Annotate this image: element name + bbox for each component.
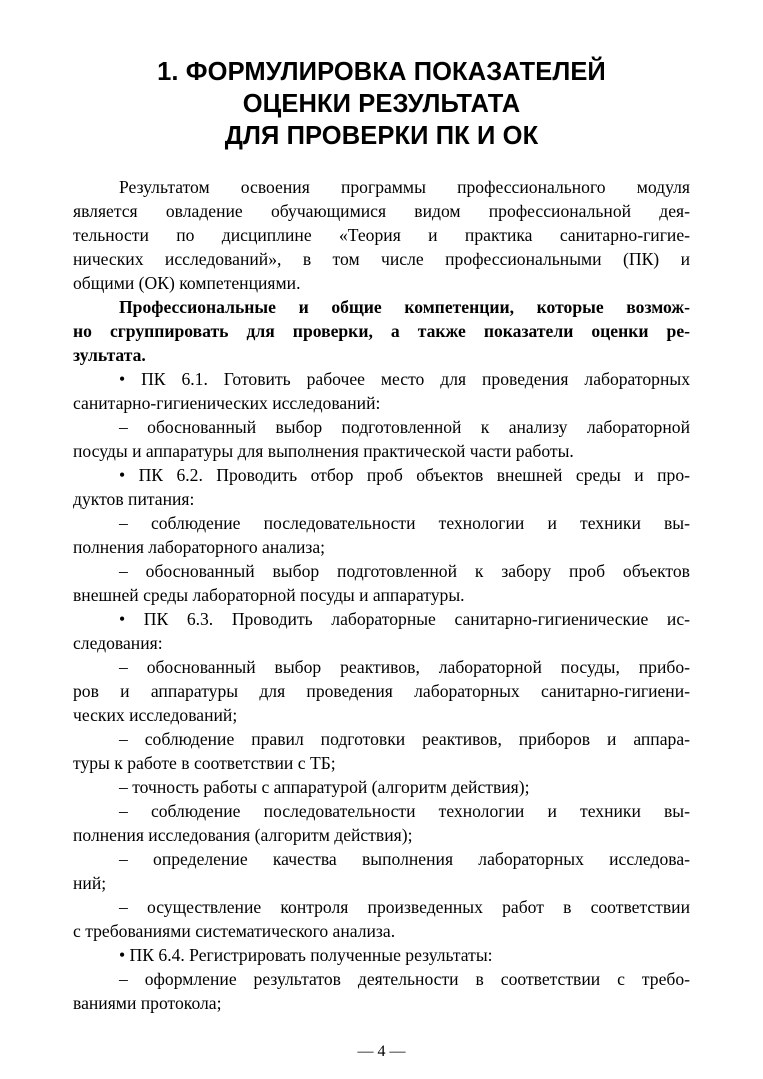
- text-line: санитарно-гигиенических исследований:: [73, 393, 381, 413]
- text-line: нических исследований», в том числе профессиональными (ПК) и: [73, 249, 690, 269]
- pk-6-3-indicator-2: [73, 727, 690, 775]
- page-title-line-2: ОЦЕНКИ РЕЗУЛЬТАТА: [242, 90, 521, 118]
- pk-6-3: [73, 607, 690, 655]
- pk-6-2-indicator-2: [73, 559, 690, 607]
- text-line: • ПК 6.1. Готовить рабочее место для проведения лабораторных: [119, 369, 690, 389]
- text-line: – обоснованный выбор реактивов, лабораторной посуды, прибо-: [119, 657, 690, 677]
- pk-6-3-indicator-3: [73, 775, 690, 799]
- text-line: ваниями протокола;: [73, 993, 222, 1013]
- text-line: – обоснованный выбор подготовленной к анализу лабораторной: [119, 417, 690, 437]
- text-line: Результатом освоения программы профессионального модуля: [119, 177, 690, 197]
- text-line: дуктов питания:: [73, 489, 195, 509]
- page-title: [0, 56, 763, 152]
- text-line: • ПК 6.4. Регистрировать полученные результаты:: [119, 945, 493, 965]
- pk-6-1-indicator-1: [73, 415, 690, 463]
- competencies-heading: [73, 295, 690, 367]
- text-line: туры к работе в соответствии с ТБ;: [73, 753, 336, 773]
- text-line: – точность работы с аппаратурой (алгоритм действия);: [119, 777, 530, 797]
- text-line: ний;: [73, 873, 107, 893]
- text-line: • ПК 6.3. Проводить лабораторные санитарно-гигиенические ис-: [119, 609, 690, 629]
- pk-6-4: [73, 943, 690, 967]
- text-line: посуды и аппаратуры для выполнения практической части работы.: [73, 441, 574, 461]
- text-line: – определение качества выполнения лабораторных исследова-: [119, 849, 690, 869]
- pk-6-3-indicator-6: [73, 895, 690, 943]
- text-line: – осуществление контроля произведенных работ в соответствии: [119, 897, 690, 917]
- text-line: – соблюдение последовательности технологии и техники вы-: [119, 513, 690, 533]
- text-line: внешней среды лабораторной посуды и аппаратуры.: [73, 585, 465, 605]
- document-body: [73, 175, 690, 1015]
- pk-6-2-indicator-1: [73, 511, 690, 559]
- text-line: Профессиональные и общие компетенции, которые возмож-: [119, 297, 690, 317]
- page-title-line-1: 1. ФОРМУЛИРОВКА ПОКАЗАТЕЛЕЙ: [157, 58, 606, 86]
- pk-6-3-indicator-1: [73, 655, 690, 727]
- text-line: ров и аппаратуры для проведения лабораторных санитарно-гигиени-: [73, 681, 690, 701]
- page-number: — 4 —: [357, 1043, 406, 1060]
- text-line: с требованиями систематического анализа.: [73, 921, 396, 941]
- text-line: – обоснованный выбор подготовленной к забору проб объектов: [119, 561, 690, 581]
- text-line: но сгруппировать для проверки, а также показатели оценки ре-: [73, 321, 690, 341]
- text-line: общими (ОК) компетенциями.: [73, 273, 301, 293]
- text-line: тельности по дисциплине «Теория и практика санитарно-гигие-: [73, 225, 690, 245]
- page-title-line-3: ДЛЯ ПРОВЕРКИ ПК И ОК: [224, 122, 539, 150]
- text-line: – оформление результатов деятельности в соответствии с требо-: [119, 969, 690, 989]
- text-line: следования:: [73, 633, 163, 653]
- intro-paragraph: [73, 175, 690, 295]
- pk-6-2: [73, 463, 690, 511]
- pk-6-3-indicator-5: [73, 847, 690, 895]
- text-line: зультата.: [73, 345, 146, 365]
- text-line: – соблюдение правил подготовки реактивов, приборов и аппара-: [119, 729, 690, 749]
- text-line: полнения лабораторного анализа;: [73, 537, 326, 557]
- pk-6-3-indicator-4: [73, 799, 690, 847]
- text-line: полнения исследования (алгоритм действия);: [73, 825, 413, 845]
- text-line: • ПК 6.2. Проводить отбор проб объектов внешней среды и про-: [119, 465, 690, 485]
- text-line: – соблюдение последовательности технологии и техники вы-: [119, 801, 690, 821]
- text-line: является овладение обучающимися видом профессиональной дея-: [73, 201, 690, 221]
- text-line: ческих исследований;: [73, 705, 238, 725]
- pk-6-4-indicator-1: [73, 967, 690, 1015]
- pk-6-1: [73, 367, 690, 415]
